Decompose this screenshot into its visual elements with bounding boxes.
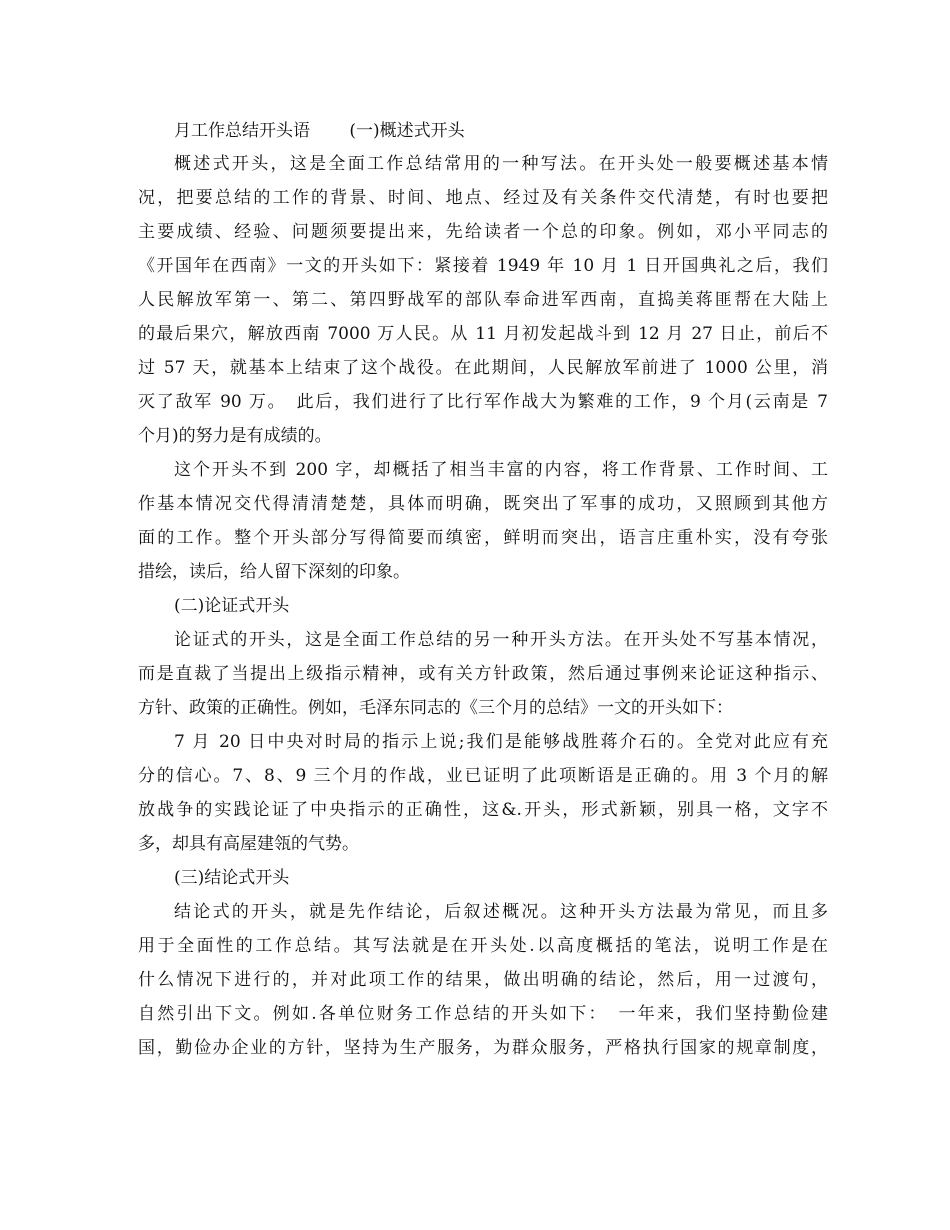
text-line: 主要成绩、经验、问题须要提出来，先给读者一个总的印象。例如，邓小平同志的 [138, 222, 828, 242]
text-line: 论证式的开头，这是全面工作总结的另一种开头方法。在开头处不写基本情况， [174, 630, 828, 650]
section-heading: (三)结论式开头 [174, 868, 290, 888]
section-heading: (二)论证式开头 [174, 596, 290, 616]
text-line: 《开国年在西南》一文的开头如下：紧接着 1949 年 10 月 1 日开国典礼之后，我们 [138, 256, 828, 276]
text-line: 而是直裁了当提出上级指示精神，或有关方针政策，然后通过事例来论证这种指示、 [138, 664, 828, 684]
text-line: 什么情况下进行的，并对此项工作的结果，做出明确的结论，然后，用一过渡句， [138, 970, 828, 990]
text-line: 人民解放军第一、第二、第四野战军的部队奉命进军西南，直捣美蒋匪帮在大陆上 [138, 290, 828, 310]
text-line: 个月)的努力是有成绩的。 [138, 426, 332, 446]
text-line: 面的工作。整个开头部分写得简要而缜密，鲜明而突出，语言庄重朴实，没有夸张 [138, 528, 828, 548]
text-line: 措绘，读后，给人留下深刻的印象。 [138, 562, 410, 582]
text-line: 分的信心。7、8、9 三个月的作战，业已证明了此项断语是正确的。用 3 个月的解 [138, 766, 828, 786]
text-line: 这个开头不到 200 字，却概括了相当丰富的内容，将工作背景、工作时间、工 [174, 460, 828, 480]
text-line: 自然引出下文。例如.各单位财务工作总结的开头如下： 一年来，我们坚持勤俭建 [138, 1004, 828, 1024]
text-line: 灭了敌军 90 万。 此后，我们进行了比行军作战大为繁难的工作，9 个月(云南是 7 [138, 392, 828, 412]
text-line: 放战争的实践论证了中央指示的正确性，这&.开头，形式新颖，别具一格，文字不 [138, 800, 828, 820]
text-line-heading: 月工作总结开头语 (一)概述式开头 [174, 121, 465, 141]
text-line: 方针、政策的正确性。例如，毛泽东同志的《三个月的总结》一文的开头如下： [138, 698, 733, 718]
text-line: 况，把要总结的工作的背景、时间、地点、经过及有关条件交代清楚，有时也要把 [138, 188, 828, 208]
text-line: 7 月 20 日中央对时局的指示上说;我们是能够战胜蒋介石的。全党对此应有充 [174, 732, 828, 752]
text-line: 国，勤俭办企业的方针，坚持为生产服务，为群众服务，严格执行国家的规章制度， [138, 1038, 828, 1058]
text-line: 作基本情况交代得清清楚楚，具体而明确，既突出了军事的成功，又照顾到其他方 [138, 494, 828, 514]
text-line: 的最后果穴，解放西南 7000 万人民。从 11 月初发起战斗到 12 月 27 日止，前后不 [138, 324, 828, 344]
text-line: 概述式开头，这是全面工作总结常用的一种写法。在开头处一般要概述基本情 [174, 154, 828, 174]
text-line: 过 57 天，就基本上结束了这个战役。在此期间，人民解放军前进了 1000 公里，消 [138, 358, 828, 378]
text-line: 用于全面性的工作总结。其写法就是在开头处.以高度概括的笔法，说明工作是在 [138, 936, 828, 956]
text-line: 结论式的开头，就是先作结论，后叙述概况。这种开头方法最为常见，而且多 [174, 902, 828, 922]
text-line: 多，却具有高屋建瓴的气势。 [138, 834, 359, 854]
